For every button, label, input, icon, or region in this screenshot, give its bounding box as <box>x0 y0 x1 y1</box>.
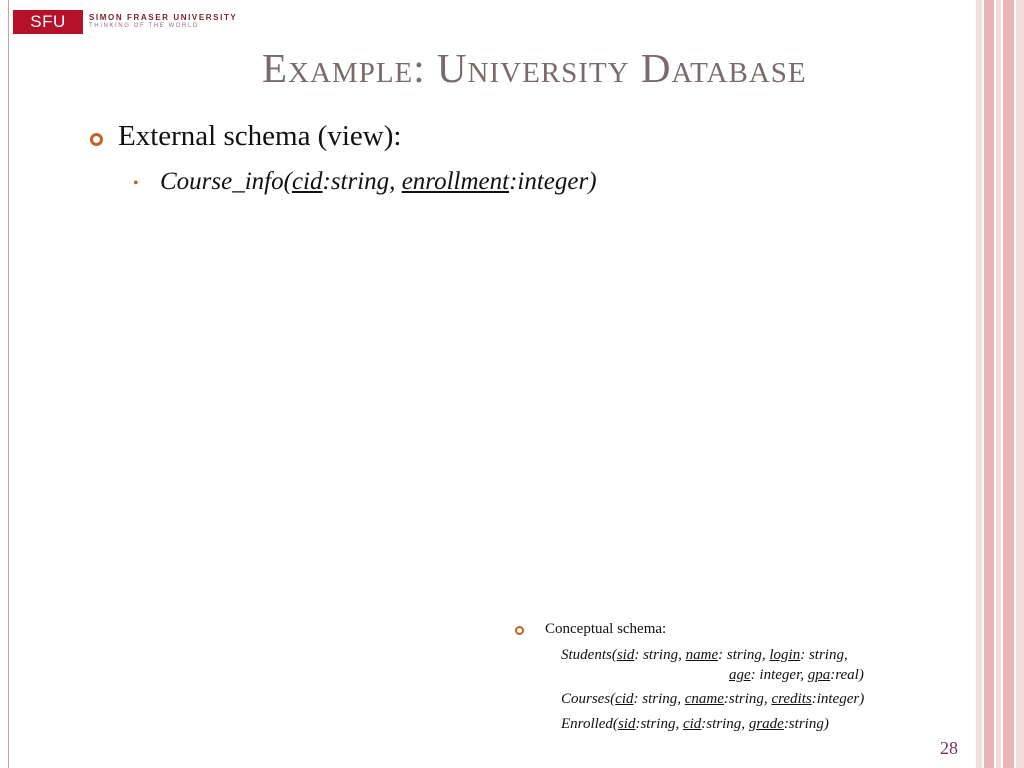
conceptual-schema-heading: Conceptual schema: <box>545 621 667 637</box>
dot-bullet-icon: • <box>133 175 139 192</box>
sfu-logo-mark: SFU <box>13 10 83 34</box>
left-border-line <box>8 0 9 768</box>
ring-bullet-icon <box>90 133 103 146</box>
students-schema-line1: Students(sid: string, name: string, login: string, <box>561 647 848 663</box>
ring-bullet-small-icon <box>515 626 524 635</box>
courses-schema: Courses(cid: string, cname:string, credits:integer) <box>561 691 865 707</box>
sfu-logo-text: SIMON FRASER UNIVERSITY THINKING OF THE WORLD <box>89 13 238 29</box>
enrolled-schema: Enrolled(sid:string, cid:string, grade:string) <box>561 716 829 732</box>
page-number: 28 <box>940 738 958 758</box>
bullet-course-info: • Course_info(cid:string, enrollment:integer) <box>133 168 597 195</box>
students-schema-line2: age: integer, gpa:real) <box>729 667 864 683</box>
slide-title: Example: University Database <box>262 45 807 91</box>
sfu-logo <box>13 10 237 34</box>
right-decorative-stripes <box>976 0 1024 768</box>
